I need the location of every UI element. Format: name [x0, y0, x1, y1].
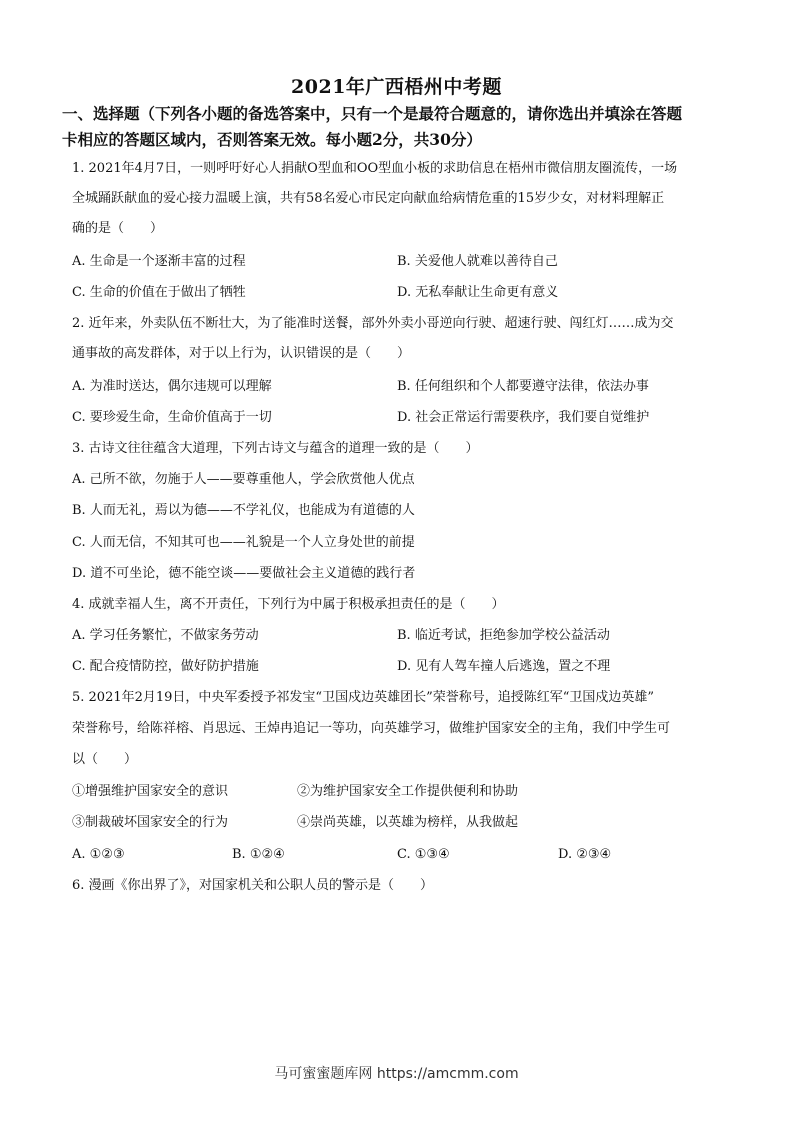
question-4-stem: 4. 成就幸福人生，离不开责任，下列行为中属于积极承担责任的是（ ） — [72, 597, 505, 612]
question-3-option-a: A. 己所不欲，勿施于人——要尊重他人，学会欣赏他人优点 — [72, 472, 415, 487]
question-5-statement-2: ②为维护国家安全工作提供便利和协助 — [297, 784, 519, 799]
question-1-stem-line-2: 全城踊跃献血的爱心接力温暖上演，共有58名爱心市民定向献血给病情危重的15岁少女，对材料理解正 — [72, 191, 665, 206]
question-4-option-a: A. 学习任务繁忙，不做家务劳动 — [72, 628, 259, 643]
question-5-option-c: C. ①③④ — [397, 847, 450, 862]
question-3-option-c: C. 人而无信，不知其可也——礼貌是一个人立身处世的前提 — [72, 535, 415, 550]
question-5-stem-line-2: 荣誉称号，给陈祥榕、肖思远、王焯冉追记一等功，向英雄学习，做维护国家安全的主角，我们中学生可 — [72, 721, 671, 736]
question-2-option-d: D. 社会正常运行需要秩序，我们要自觉维护 — [397, 410, 650, 425]
question-1-option-c: C. 生命的价值在于做出了牺牲 — [72, 285, 246, 300]
question-2-stem-line-2: 通事故的高发群体，对于以上行为，认识错误的是（ ） — [72, 346, 411, 361]
question-1-option-b: B. 关爱他人就难以善待自己 — [397, 254, 558, 269]
question-2-option-c: C. 要珍爱生命，生命价值高于一切 — [72, 410, 272, 425]
footer-watermark: 马可蜜蜜题库网 https://amcmm.com — [274, 1066, 519, 1082]
question-1-stem-line-3: 确的是（ ） — [72, 221, 164, 236]
question-3-option-b: B. 人而无礼，焉以为德——不学礼仪，也能成为有道德的人 — [72, 503, 415, 518]
page-title: 2021年广西梧州中考题 — [291, 76, 502, 98]
question-1-option-a: A. 生命是一个逐渐丰富的过程 — [72, 254, 246, 269]
question-4-option-b: B. 临近考试，拒绝参加学校公益活动 — [397, 628, 610, 643]
question-1-stem-line-1: 1. 2021年4月7日，一则呼吁好心人捐献O型血和OO型血小板的求助信息在梧州市微信朋友圈流传，一场 — [72, 161, 678, 176]
question-6-stem: 6. 漫画《你出界了》，对国家机关和公职人员的警示是（ ） — [72, 878, 434, 893]
question-5-option-b: B. ①②④ — [232, 847, 285, 862]
question-2-stem-line-1: 2. 近年来，外卖队伍不断壮大，为了能准时送餐，部外外卖小哥逆向行驶、超速行驶、闯红灯……成为交 — [72, 316, 674, 331]
question-3-option-d: D. 道不可坐论，德不能空谈——要做社会主义道德的践行者 — [72, 566, 416, 581]
question-5-statement-3: ③制裁破坏国家安全的行为 — [72, 815, 229, 830]
section-heading-line-2: 卡相应的答题区域内，否则答案无效。每小题2分，共30分） — [62, 130, 482, 149]
question-5-option-d: D. ②③④ — [558, 847, 612, 862]
section-heading-line-1: 一、选择题（下列各小题的备选答案中，只有一个是最符合题意的，请你选出并填涂在答题 — [62, 104, 683, 123]
question-1-option-d: D. 无私奉献让生命更有意义 — [397, 285, 559, 300]
question-2-option-b: B. 任何组织和个人都要遵守法律，依法办事 — [397, 379, 649, 394]
question-2-option-a: A. 为准时送达，偶尔违规可以理解 — [72, 379, 272, 394]
question-5-option-a: A. ①②③ — [72, 847, 125, 862]
question-5-stem-line-3: 以（ ） — [72, 752, 138, 767]
question-5-stem-line-1: 5. 2021年2月19日，中央军委授予祁发宝“卫国戍边英雄团长”荣誉称号，追授陈红军“卫国戍边英雄” — [72, 690, 655, 705]
section-heading — [62, 101, 730, 153]
question-4-option-c: C. 配合疫情防控，做好防护措施 — [72, 659, 259, 674]
question-3-stem: 3. 古诗文往往蕴含大道理，下列古诗文与蕴含的道理一致的是（ ） — [72, 441, 479, 456]
question-4-option-d: D. 见有人驾车撞人后逃逸，置之不理 — [397, 659, 611, 674]
question-5-statement-4: ④崇尚英雄，以英雄为榜样，从我做起 — [297, 815, 519, 830]
question-5-statement-1: ①增强维护国家安全的意识 — [72, 784, 229, 799]
